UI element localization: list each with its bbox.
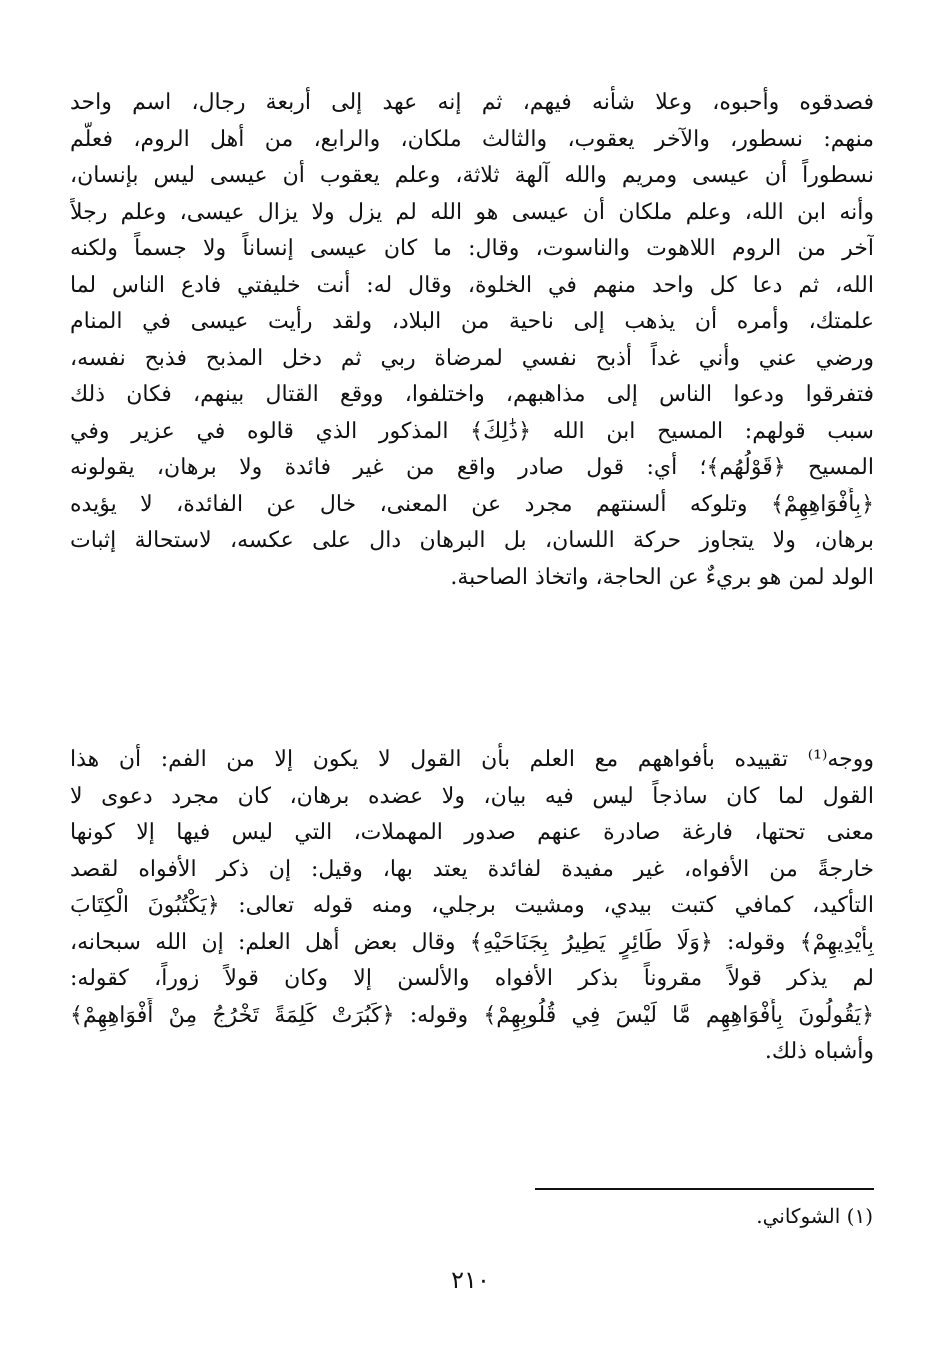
text-line: خارجةً من الأفواه، غير مفيدة لفائدة يعتد بها، وقيل: إن ذكر الأفواه لقصد bbox=[70, 856, 874, 882]
text-line: منهم: نسطور، والآخر يعقوب، والثالث ملكان، والرابع، من أهل الروم، فعلّم bbox=[70, 126, 874, 152]
text-line: سبب قولهم: المسيح ابن الله ﴿ذَٰلِكَ﴾ المذكور الذي قالوه في عزير وفي bbox=[70, 418, 874, 444]
body-paragraph-2 bbox=[70, 742, 874, 1071]
footnote-divider bbox=[535, 1188, 874, 1190]
text-line: ﴿يَقُولُونَ بِأَفْوَاهِهِم مَّا لَيْسَ فِي قُلُوبِهِمْ﴾ وقوله: ﴿كَبُرَتْ كَلِمَةً تَخْرُجُ مِنْ أَفْوَاهِهِمْ﴾ bbox=[70, 1002, 874, 1028]
text-line: لم يذكر قولاً مقروناً بذكر الأفواه والألسن إلا وكان قولاً زوراً، كقوله: bbox=[70, 966, 874, 991]
text-line: نسطوراً أن عيسى ومريم والله آلهة ثلاثة، وعلم يعقوب أن عيسى ليس بإنسان، bbox=[70, 163, 874, 188]
text-line: وأنه ابن الله، وعلم ملكان أن عيسى هو الله لم يزل ولا يزال عيسى، وعلم رجلاً bbox=[70, 199, 874, 225]
text-line: برهان، ولا يتجاوز حركة اللسان، بل البرهان دال على عكسه، لاستحالة إثبات bbox=[70, 528, 874, 553]
body-paragraph-1 bbox=[70, 85, 874, 596]
text-line: علمتك، وأمره أن يذهب إلى ناحية من البلاد، ولقد رأيت عيسى في المنام bbox=[70, 309, 874, 334]
text-line: آخر من الروم اللاهوت والناسوت، وقال: ما كان عيسى إنساناً ولا جسماً ولكنه bbox=[70, 236, 874, 261]
text-line: القول لما كان ساذجاً ليس فيه بيان، ولا عضده برهان، كان مجرد دعوى لا bbox=[70, 783, 874, 809]
footnote: (١) الشوكاني. bbox=[756, 1204, 873, 1228]
text-line: الولد لمن هو بريءٌ عن الحاجة، واتخاذ الصاحبة. bbox=[450, 564, 874, 590]
text-line: التأكيد، كمافي كتبت بيدي، ومشيت برجلي، ومنه قوله تعالى: ﴿يَكْتُبُونَ الْكِتَابَ bbox=[70, 893, 874, 918]
text-line: ووجه⁽¹⁾ تقييده بأفواههم مع العلم بأن القول لا يكون إلا من الفم: أن هذا bbox=[70, 747, 874, 772]
text-line: بِأَيْدِيهِمْ﴾ وقوله: ﴿وَلَا طَائِرٍ يَطِيرُ بِجَنَاحَيْهِ﴾ وقال بعض أهل العلم: إن الله سبحانه، bbox=[70, 929, 874, 955]
text-line: المسيح ﴿قَوْلُهُم﴾؛ أي: قول صادر واقع من غير فائدة ولا برهان، يقولونه bbox=[70, 455, 874, 480]
text-line: ورضي عني وأني غداً أذبح نفسي لمرضاة ربي ثم دخل المذبح فذبح نفسه، bbox=[70, 345, 874, 371]
text-line: فتفرقوا ودعوا الناس إلى مذاهبهم، واختلفوا، ووقع القتال بينهم، فكان ذلك bbox=[70, 382, 874, 407]
text-line: معنى تحتها، فارغة صادرة عنهم صدور المهملات، التي ليس فيها إلا كونها bbox=[70, 820, 874, 845]
text-line: ﴿بِأَفْوَاهِهِمْ﴾ وتلوكه ألسنتهم مجرد عن المعنى، خال عن الفائدة، لا يؤيده bbox=[70, 491, 874, 517]
text-line: الله، ثم دعا كل واحد منهم في الخلوة، وقال له: أنت خليفتي فادع الناس لما bbox=[70, 272, 874, 298]
page-number: ٢١٠ bbox=[451, 1266, 490, 1294]
text-line: فصدقوه وأحبوه، وعلا شأنه فيهم، ثم إنه عهد إلى أربعة رجال، اسم واحد bbox=[70, 90, 874, 115]
text-line: وأشباه ذلك. bbox=[764, 1039, 874, 1064]
